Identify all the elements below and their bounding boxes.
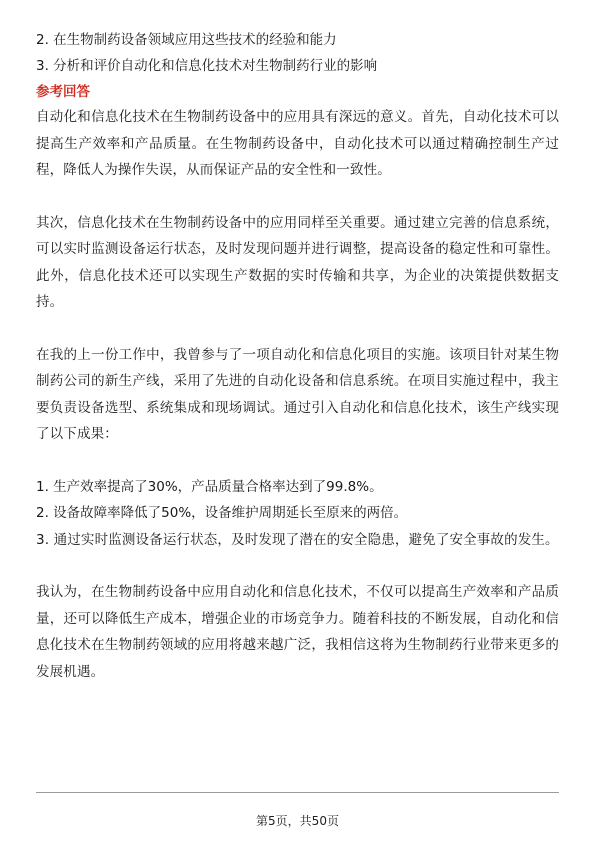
paragraph-spacer [36,184,559,210]
footer-divider [36,792,559,793]
paragraph-spacer [36,316,559,342]
result-item-1: 1. 生产效率提高了30%，产品质量合格率达到了99.8%。 [36,478,383,495]
question-item-2: 2. 在生物制药设备领域应用这些技术的经验和能力 [36,32,337,48]
answer-paragraph-2: 其次，信息化技术在生物制药设备中的应用同样至关重要。通过建立完善的信息系统，可以实时监测设备运行状态，及时发现问题并进行调整，提高设备的稳定性和可靠性。此外，信息化技术还可以实现生产数据的实时传输和共享，为企业的决策提供数据支持。 [36,214,559,310]
answer-paragraph-1: 自动化和信息化技术在生物制药设备中的应用具有深远的意义。首先，自动化技术可以提高生产效率和产品质量。在生物制药设备中，自动化技术可以通过精确控制生产过程，降低人为操作失误，从而保证产品的安全性和一致性。 [36,109,559,178]
answer-paragraph-4: 我认为，在生物制药设备中应用自动化和信息化技术，不仅可以提高生产效率和产品质量，还可以降低生产成本，增强企业的市场竞争力。随着科技的不断发展，自动化和信息化技术在生物制药领域的应用将越来越广泛，我相信这将为生物制药行业带来更多的发展机遇。 [36,584,559,680]
paragraph-spacer [36,448,559,474]
result-item-2: 2. 设备故障率降低了50%，设备维护周期延长至原来的两倍。 [36,505,408,521]
paragraph-spacer [36,553,559,579]
page-number: 第5页，共50页 [256,814,339,828]
question-item-3: 3. 分析和评价自动化和信息化技术对生物制药行业的影响 [36,58,378,74]
page-content [36,28,559,685]
answer-heading: 参考回答 [36,84,90,100]
result-item-3: 3. 通过实时监测设备运行状态，及时发现了潜在的安全隐患，避免了安全事故的发生。 [36,531,559,548]
answer-paragraph-3: 在我的上一份工作中，我曾参与了一项自动化和信息化项目的实施。该项目针对某生物制药公司的新生产线，采用了先进的自动化设备和信息系统。在项目实施过程中，我主要负责设备选型、系统集成和现场调试。通过引入自动化和信息化技术，该生产线实现了以下成果： [36,346,559,442]
